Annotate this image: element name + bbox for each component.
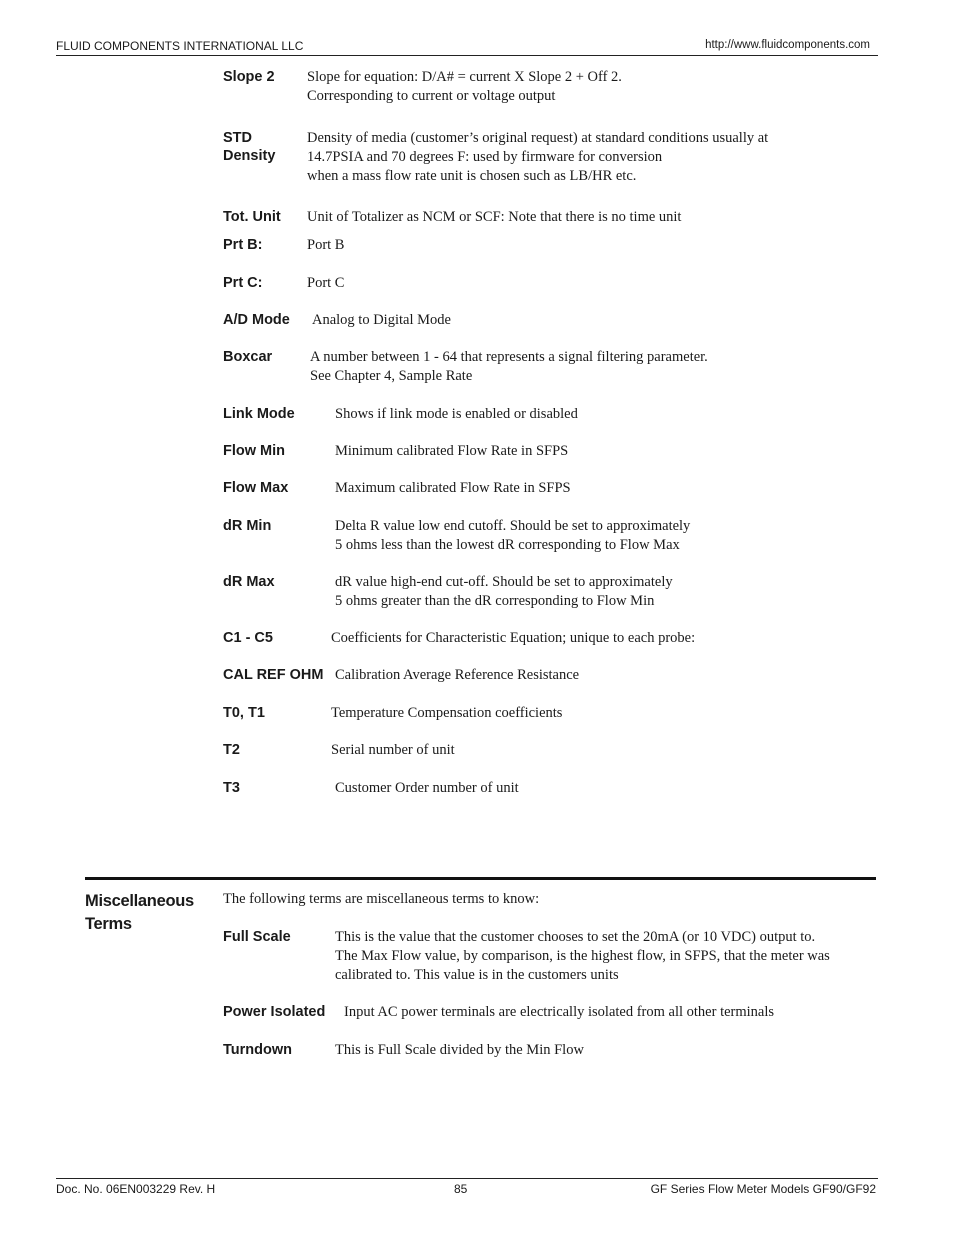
section-heading-miscellaneous-terms: Miscellaneous Terms bbox=[85, 892, 194, 933]
term-prt-b: Prt B: bbox=[223, 237, 263, 253]
term-c1-c5: C1 - C5 bbox=[223, 630, 273, 646]
term-turndown: Turndown bbox=[223, 1042, 292, 1058]
page-header bbox=[56, 39, 878, 56]
definition-t0-t1: Temperature Compensation coefficients bbox=[331, 705, 563, 721]
definition-flow-min: Minimum calibrated Flow Rate in SFPS bbox=[335, 443, 569, 459]
definition-dr-min: Delta R value low end cutoff. Should be set to approximately 5 ohms less than the lowest dR corresponding to Flow Max bbox=[335, 518, 691, 553]
term-flow-min: Flow Min bbox=[223, 443, 286, 459]
definition-power-isolated: Input AC power terminals are electrically isolated from all other terminals bbox=[344, 1004, 775, 1020]
term-t2: T2 bbox=[223, 742, 240, 758]
term-power-isolated: Power Isolated bbox=[223, 1004, 326, 1020]
term-dr-min: dR Min bbox=[223, 518, 272, 534]
page-footer bbox=[56, 1178, 878, 1197]
definition-prt-b: Port B bbox=[307, 237, 345, 253]
term-flow-max: Flow Max bbox=[223, 480, 289, 496]
company-name: FLUID COMPONENTS INTERNATIONAL LLC bbox=[56, 39, 304, 53]
definition-turndown: This is Full Scale divided by the Min Flow bbox=[335, 1042, 584, 1058]
page-number: 85 bbox=[454, 1182, 468, 1196]
document-number: Doc. No. 06EN003229 Rev. H bbox=[56, 1182, 216, 1196]
term-t0-t1: T0, T1 bbox=[223, 705, 265, 721]
definition-ad-mode: Analog to Digital Mode bbox=[312, 312, 451, 328]
term-tot-unit: Tot. Unit bbox=[223, 209, 281, 225]
term-t3: T3 bbox=[223, 780, 240, 796]
product-models: GF Series Flow Meter Models GF90/GF92 bbox=[650, 1182, 876, 1196]
term-link-mode: Link Mode bbox=[223, 406, 295, 422]
term-full-scale: Full Scale bbox=[223, 929, 291, 945]
term-cal-ref-ohm: CAL REF OHM bbox=[223, 667, 324, 683]
definition-c1-c5: Coefficients for Characteristic Equation; unique to each probe: bbox=[331, 630, 696, 646]
term-std-density: STD Density bbox=[223, 130, 276, 164]
definition-cal-ref-ohm: Calibration Average Reference Resistance bbox=[335, 667, 580, 683]
term-ad-mode: A/D Mode bbox=[223, 312, 290, 328]
definition-dr-max: dR value high-end cut-off. Should be set to approximately 5 ohms greater than the dR corresponding to Flow Min bbox=[335, 574, 673, 609]
definition-t2: Serial number of unit bbox=[331, 742, 455, 758]
definition-tot-unit: Unit of Totalizer as NCM or SCF: Note that there is no time unit bbox=[307, 209, 682, 225]
definition-std-density: Density of media (customer’s original request) at standard conditions usually at 14.7PSIA and 70 degrees F: used by firmware for conversion when a mass flow rate unit is chosen such as LB/HR etc. bbox=[307, 130, 769, 184]
definition-slope-2: Slope for equation: D/A# = current X Slope 2 + Off 2. Corresponding to current or voltage output bbox=[307, 69, 622, 104]
definition-flow-max: Maximum calibrated Flow Rate in SFPS bbox=[335, 480, 571, 496]
definition-full-scale: This is the value that the customer chooses to set the 20mA (or 10 VDC) output to. The Max Flow value, by comparison, is the highest flow, in SFPS, that the meter was calibrated to. This value is in the customers units bbox=[335, 929, 830, 983]
definition-link-mode: Shows if link mode is enabled or disabled bbox=[335, 406, 578, 422]
misc-intro: The following terms are miscellaneous terms to know: bbox=[223, 891, 540, 907]
definition-prt-c: Port C bbox=[307, 275, 345, 291]
definition-boxcar: A number between 1 - 64 that represents a signal filtering parameter. See Chapter 4, Sample Rate bbox=[310, 349, 708, 384]
term-dr-max: dR Max bbox=[223, 574, 275, 590]
term-boxcar: Boxcar bbox=[223, 349, 273, 365]
term-prt-c: Prt C: bbox=[223, 275, 263, 291]
term-slope-2: Slope 2 bbox=[223, 69, 275, 85]
definition-t3: Customer Order number of unit bbox=[335, 780, 519, 796]
section-divider bbox=[85, 877, 876, 880]
company-url[interactable]: http://www.fluidcomponents.com bbox=[705, 39, 870, 51]
